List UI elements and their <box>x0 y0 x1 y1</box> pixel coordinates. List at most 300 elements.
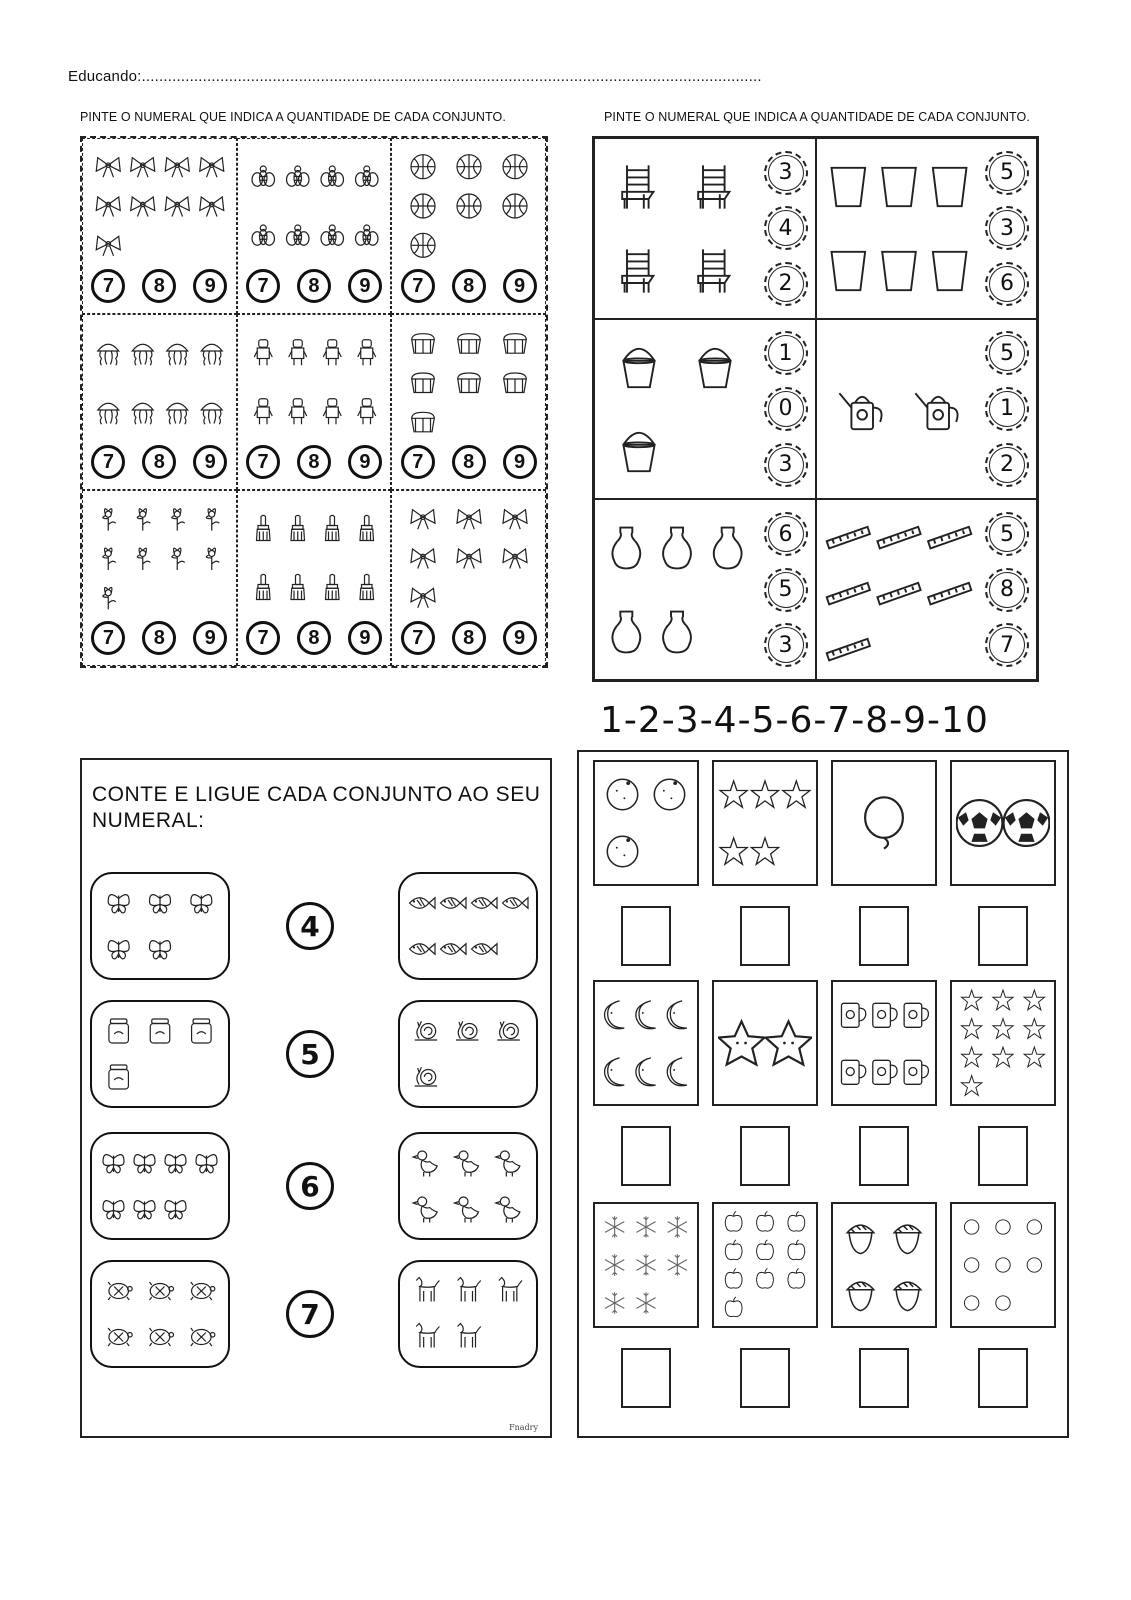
honey-jar-icon <box>150 1019 170 1043</box>
brush-icon <box>291 515 305 540</box>
cat-icon <box>458 1278 481 1302</box>
right-snail-set <box>406 1008 530 1100</box>
number-option-circle[interactable]: 9 <box>348 621 382 655</box>
answer-box[interactable] <box>978 1348 1028 1408</box>
p4-acorn-set <box>837 1208 931 1322</box>
picture-box <box>712 760 818 886</box>
picture-box-contents <box>599 1208 693 1322</box>
numeral-circle[interactable]: 5 <box>286 1030 334 1078</box>
basket-icon <box>504 334 527 354</box>
vase-icon <box>612 528 640 569</box>
number-option-circle[interactable]: 7 <box>401 621 435 655</box>
panel1-pictures <box>91 147 228 267</box>
star-icon <box>783 781 810 807</box>
panel2-pictures <box>823 145 979 312</box>
number-option-badge[interactable] <box>985 151 1029 195</box>
bee-icon <box>355 166 378 186</box>
left-set-box[interactable] <box>90 1132 230 1240</box>
picture-box-contents <box>718 986 812 1100</box>
picture-box-contents <box>837 986 931 1100</box>
bow-icon <box>411 510 435 530</box>
star-icon <box>993 1019 1013 1039</box>
turtle-icon <box>108 1282 132 1300</box>
apple-icon <box>725 1297 742 1317</box>
circle-icon <box>996 1220 1010 1234</box>
fish-icon <box>503 898 529 909</box>
p4-snowflake-set <box>599 1208 693 1322</box>
number-option-circle[interactable]: 9 <box>503 445 537 479</box>
numeral-circle[interactable]: 4 <box>286 902 334 950</box>
panel1-bee-set <box>246 147 384 265</box>
vase-icon <box>714 528 742 569</box>
number-option-label: 0 <box>768 391 804 427</box>
left-honey-jar-set <box>98 1008 222 1100</box>
instruction-panel1: PINTE O NUMERAL QUE INDICA A QUANTIDADE DE CADA CONJUNTO. <box>80 110 506 124</box>
right-cat-set <box>406 1268 530 1360</box>
star-icon <box>961 1047 981 1067</box>
answer-box[interactable] <box>978 1126 1028 1186</box>
panel2-cell <box>594 319 816 500</box>
number-option-badge[interactable] <box>764 331 808 375</box>
duck-icon <box>496 1197 520 1223</box>
right-set-box[interactable] <box>398 1260 538 1368</box>
number-option-label: 3 <box>768 155 804 191</box>
panel1-cell <box>391 138 546 314</box>
chair-icon <box>698 165 729 208</box>
star-icon <box>1024 1019 1044 1039</box>
butterfly-icon <box>196 1155 217 1173</box>
panel1-pictures <box>91 323 228 443</box>
butterfly-icon <box>165 1201 186 1219</box>
panel2-cell <box>816 319 1038 500</box>
number-option-label: 5 <box>989 155 1025 191</box>
bucket-icon <box>623 348 654 386</box>
watering-can-icon <box>839 393 881 429</box>
flower-icon <box>172 509 185 531</box>
orange-icon <box>654 779 684 809</box>
fish-icon <box>410 944 436 955</box>
left-set-box[interactable] <box>90 872 230 980</box>
number-option-badge[interactable] <box>764 623 808 667</box>
bucket-icon <box>699 348 730 386</box>
panel-3-matching <box>80 758 552 1438</box>
right-set-box[interactable] <box>398 1000 538 1108</box>
picture-box <box>831 1202 937 1328</box>
watering-can-icon <box>915 393 957 429</box>
panel1-number-options <box>83 445 236 479</box>
chair-icon <box>698 249 729 292</box>
picture-box-contents <box>956 1208 1050 1322</box>
panel1-bow-set <box>91 147 229 265</box>
bow-icon <box>165 158 189 178</box>
robot-icon <box>323 399 341 425</box>
number-option-badge[interactable] <box>985 331 1029 375</box>
ball-icon <box>457 194 481 218</box>
number-option-circle[interactable]: 8 <box>452 269 486 303</box>
bow-icon <box>411 549 435 569</box>
panel1-number-options <box>392 269 545 303</box>
panel1-cell <box>237 138 392 314</box>
turtle-icon <box>191 1282 215 1300</box>
number-option-badge[interactable] <box>985 443 1029 487</box>
panel2-vase-set <box>601 506 753 674</box>
picture-box-contents <box>718 766 812 880</box>
number-option-circle[interactable]: 8 <box>297 621 331 655</box>
number-option-label: 3 <box>989 210 1025 246</box>
moon-icon <box>605 1001 625 1029</box>
panel-4-counting-boxes <box>577 750 1069 1438</box>
mug-icon <box>841 1060 865 1084</box>
number-option-circle[interactable]: 8 <box>142 445 176 479</box>
number-option-circle[interactable]: 8 <box>452 445 486 479</box>
snowflake-icon <box>605 1216 624 1238</box>
panel1-brush-set <box>246 499 384 617</box>
circle-icon <box>996 1258 1010 1272</box>
panel1-pictures <box>246 147 383 267</box>
right-set-pictures <box>406 880 530 972</box>
snowflake-icon <box>636 1216 655 1238</box>
flower-icon <box>206 509 219 531</box>
number-option-badge[interactable] <box>764 387 808 431</box>
duck-icon <box>413 1197 437 1223</box>
star-icon <box>961 1019 981 1039</box>
answer-box[interactable] <box>978 906 1028 966</box>
numeral-circle[interactable]: 7 <box>286 1290 334 1338</box>
number-option-circle[interactable]: 7 <box>246 445 280 479</box>
panel1-number-options <box>238 269 391 303</box>
answer-box[interactable] <box>621 906 671 966</box>
chair-icon <box>622 249 653 292</box>
number-option-circle[interactable]: 7 <box>91 621 125 655</box>
number-option-circle[interactable]: 9 <box>193 445 227 479</box>
moon-icon <box>667 1001 687 1029</box>
number-option-badge[interactable] <box>985 387 1029 431</box>
panel-1-grid <box>80 136 548 668</box>
acorn-icon <box>894 1225 921 1254</box>
acorn-icon <box>894 1282 921 1311</box>
star-icon <box>720 781 747 807</box>
number-option-badge[interactable] <box>764 262 808 306</box>
butterfly-icon <box>134 1201 155 1219</box>
panel1-pictures <box>246 323 383 443</box>
p4-balloon-set <box>837 766 931 880</box>
honey-jar-icon <box>109 1019 129 1043</box>
number-option-label: 7 <box>989 627 1025 663</box>
numeral-circle[interactable]: 6 <box>286 1162 334 1210</box>
mug-icon <box>841 1003 865 1027</box>
p4-soccer-ball-set <box>956 766 1050 880</box>
ruler-icon <box>928 527 971 549</box>
number-option-circle[interactable]: 8 <box>142 621 176 655</box>
number-option-label: 5 <box>768 572 804 608</box>
robot-icon <box>254 399 272 425</box>
butterfly-icon <box>108 895 129 913</box>
number-option-badge[interactable] <box>764 443 808 487</box>
panel1-robot-set <box>246 323 384 441</box>
number-option-badge[interactable] <box>985 262 1029 306</box>
number-option-label: 1 <box>989 391 1025 427</box>
panel-3-instruction: CONTE E LIGUE CADA CONJUNTO AO SEU NUMERAL: <box>92 783 541 832</box>
number-option-badge[interactable] <box>764 206 808 250</box>
soccer-ball-icon <box>1004 800 1050 846</box>
right-set-box[interactable] <box>398 872 538 980</box>
p4-apple-set <box>718 1208 812 1322</box>
jellyfish-icon <box>98 344 119 365</box>
number-option-circle[interactable]: 9 <box>348 269 382 303</box>
star-icon <box>720 838 747 864</box>
snail-icon <box>415 1067 438 1086</box>
panel2-number-options <box>763 326 809 493</box>
basket-icon <box>458 373 481 393</box>
bow-icon <box>457 510 481 530</box>
left-set-box[interactable] <box>90 1260 230 1368</box>
apple-icon <box>725 1268 742 1288</box>
brush-icon <box>256 515 270 540</box>
circle-icon <box>1027 1258 1041 1272</box>
snowflake-icon <box>605 1254 624 1276</box>
panel1-pictures <box>400 323 537 443</box>
picture-box <box>593 1202 699 1328</box>
star-icon <box>1024 1047 1044 1067</box>
panel2-cup-set <box>823 145 975 313</box>
p4-mug-set <box>837 986 931 1100</box>
bow-icon <box>503 510 527 530</box>
duck-icon <box>496 1151 520 1177</box>
answer-box[interactable] <box>621 1348 671 1408</box>
star-icon <box>993 990 1013 1010</box>
fish-icon <box>410 898 436 909</box>
apple-icon <box>788 1211 805 1231</box>
star-icon <box>751 781 778 807</box>
number-option-circle[interactable]: 7 <box>91 269 125 303</box>
number-option-circle[interactable]: 9 <box>503 621 537 655</box>
orange-icon <box>607 836 637 866</box>
jellyfish-icon <box>132 344 153 365</box>
picture-box-contents <box>718 1208 812 1322</box>
panel2-pictures <box>601 145 757 312</box>
panel2-cell <box>594 138 816 319</box>
left-set-pictures <box>98 1268 222 1360</box>
acorn-icon <box>847 1282 874 1311</box>
number-option-label: 1 <box>768 335 804 371</box>
number-option-badge[interactable] <box>985 568 1029 612</box>
flower-icon <box>103 587 116 609</box>
panel1-number-options <box>392 621 545 655</box>
butterfly-icon <box>150 895 171 913</box>
circle-icon <box>964 1296 978 1310</box>
star-icon <box>993 1047 1013 1067</box>
butterfly-icon <box>103 1155 124 1173</box>
panel1-jellyfish-set <box>91 323 229 441</box>
bee-icon <box>252 225 275 245</box>
turtle-icon <box>191 1328 215 1346</box>
flower-icon <box>103 548 116 570</box>
number-option-badge[interactable] <box>764 151 808 195</box>
number-option-circle[interactable]: 7 <box>91 445 125 479</box>
ruler-icon <box>826 583 869 605</box>
number-option-badge[interactable] <box>985 623 1029 667</box>
star-icon <box>751 838 778 864</box>
panel2-number-options <box>984 145 1030 312</box>
p4-star-set <box>718 766 812 880</box>
cup-icon <box>882 252 916 290</box>
number-option-circle[interactable]: 7 <box>246 269 280 303</box>
number-option-circle[interactable]: 9 <box>193 269 227 303</box>
bucket-icon <box>623 432 654 470</box>
fish-icon <box>441 898 467 909</box>
number-option-circle[interactable]: 7 <box>401 269 435 303</box>
picture-box <box>712 1202 818 1328</box>
flower-icon <box>103 509 116 531</box>
apple-icon <box>788 1240 805 1260</box>
answer-box[interactable] <box>740 1348 790 1408</box>
panel1-number-options <box>83 269 236 303</box>
panel2-number-options <box>763 506 809 673</box>
panel2-pictures <box>823 326 979 493</box>
brush-icon <box>256 574 270 599</box>
panel-2-grid <box>592 136 1039 682</box>
number-option-circle[interactable]: 9 <box>193 621 227 655</box>
circle-icon <box>996 1296 1010 1310</box>
fish-icon <box>472 898 498 909</box>
butterfly-icon <box>191 895 212 913</box>
signature: Fnadry <box>509 1423 538 1432</box>
panel1-cell <box>237 314 392 490</box>
duck-icon <box>413 1151 437 1177</box>
number-option-circle[interactable]: 7 <box>246 621 280 655</box>
number-option-badge[interactable] <box>985 206 1029 250</box>
cup-icon <box>831 252 865 290</box>
p4-moon-set <box>599 986 693 1100</box>
answer-box[interactable] <box>740 906 790 966</box>
panel2-number-options <box>984 326 1030 493</box>
flower-icon <box>206 548 219 570</box>
answer-box[interactable] <box>621 1126 671 1186</box>
basket-icon <box>458 334 481 354</box>
acorn-icon <box>847 1225 874 1254</box>
picture-box-contents <box>956 986 1050 1100</box>
ruler-icon <box>826 639 869 661</box>
right-fish-set <box>406 880 530 972</box>
bee-icon <box>321 225 344 245</box>
star-icon <box>961 990 981 1010</box>
counting-line: 1-2-3-4-5-6-7-8-9-10 <box>600 700 989 741</box>
robot-icon <box>288 399 306 425</box>
brush-icon <box>325 515 339 540</box>
number-option-circle[interactable]: 7 <box>401 445 435 479</box>
bow-icon <box>503 549 527 569</box>
left-turtle-set <box>98 1268 222 1360</box>
picture-box <box>593 980 699 1106</box>
soccer-ball-icon <box>957 800 1003 846</box>
panel2-chair-set <box>601 145 753 313</box>
duck-icon <box>455 1151 479 1177</box>
answer-box[interactable] <box>859 906 909 966</box>
butterfly-icon <box>165 1155 186 1173</box>
flower-icon <box>172 548 185 570</box>
mug-icon <box>904 1060 928 1084</box>
answer-box[interactable] <box>740 1126 790 1186</box>
cat-icon <box>458 1324 481 1348</box>
mug-icon <box>873 1003 897 1027</box>
ball-icon <box>411 233 435 257</box>
jellyfish-icon <box>201 344 222 365</box>
panel1-cell <box>391 490 546 666</box>
robot-icon <box>357 340 375 366</box>
panel1-cell <box>82 138 237 314</box>
bow-icon <box>200 158 224 178</box>
number-option-circle[interactable]: 9 <box>503 269 537 303</box>
panel2-pictures <box>601 326 757 493</box>
panel1-number-options <box>238 445 391 479</box>
duck-icon <box>455 1197 479 1223</box>
panel2-number-options <box>984 506 1030 673</box>
p4-circle-set <box>956 1208 1050 1322</box>
ball-icon <box>411 194 435 218</box>
fish-icon <box>441 944 467 955</box>
brush-icon <box>360 574 374 599</box>
number-option-circle[interactable]: 8 <box>297 445 331 479</box>
answer-box[interactable] <box>859 1126 909 1186</box>
bow-icon <box>96 158 120 178</box>
right-set-box[interactable] <box>398 1132 538 1240</box>
right-set-pictures <box>406 1268 530 1360</box>
number-option-label: 3 <box>768 447 804 483</box>
panel1-number-options <box>392 445 545 479</box>
answer-box[interactable] <box>859 1348 909 1408</box>
right-set-pictures <box>406 1140 530 1232</box>
number-option-badge[interactable] <box>764 512 808 556</box>
bow-icon <box>96 197 120 217</box>
p4-orange-set <box>599 766 693 880</box>
apple-icon <box>725 1211 742 1231</box>
snowflake-icon <box>668 1254 687 1276</box>
ruler-icon <box>877 583 920 605</box>
p4-star-set <box>956 986 1050 1100</box>
panel1-cell <box>82 490 237 666</box>
panel1-number-options <box>83 621 236 655</box>
butterfly-icon <box>108 941 129 959</box>
turtle-icon <box>150 1282 174 1300</box>
starfish-icon <box>719 1021 765 1064</box>
honey-jar-icon <box>109 1065 129 1089</box>
jellyfish-icon <box>167 344 188 365</box>
number-option-circle[interactable]: 8 <box>142 269 176 303</box>
panel1-pictures <box>91 499 228 619</box>
number-option-badge[interactable] <box>985 512 1029 556</box>
left-set-box[interactable] <box>90 1000 230 1108</box>
picture-box-contents <box>599 766 693 880</box>
bee-icon <box>286 225 309 245</box>
number-option-label: 2 <box>768 266 804 302</box>
panel1-cell <box>391 314 546 490</box>
robot-icon <box>288 340 306 366</box>
snail-icon <box>456 1021 479 1040</box>
left-set-pictures <box>98 1008 222 1100</box>
number-option-circle[interactable]: 8 <box>452 621 486 655</box>
ruler-icon <box>826 527 869 549</box>
apple-icon <box>757 1240 774 1260</box>
honey-jar-icon <box>192 1019 212 1043</box>
apple-icon <box>757 1268 774 1288</box>
snowflake-icon <box>636 1292 655 1314</box>
number-option-circle[interactable]: 9 <box>348 445 382 479</box>
snowflake-icon <box>605 1292 624 1314</box>
fish-icon <box>472 944 498 955</box>
number-option-circle[interactable]: 8 <box>297 269 331 303</box>
moon-icon <box>636 1058 656 1086</box>
number-option-badge[interactable] <box>764 568 808 612</box>
